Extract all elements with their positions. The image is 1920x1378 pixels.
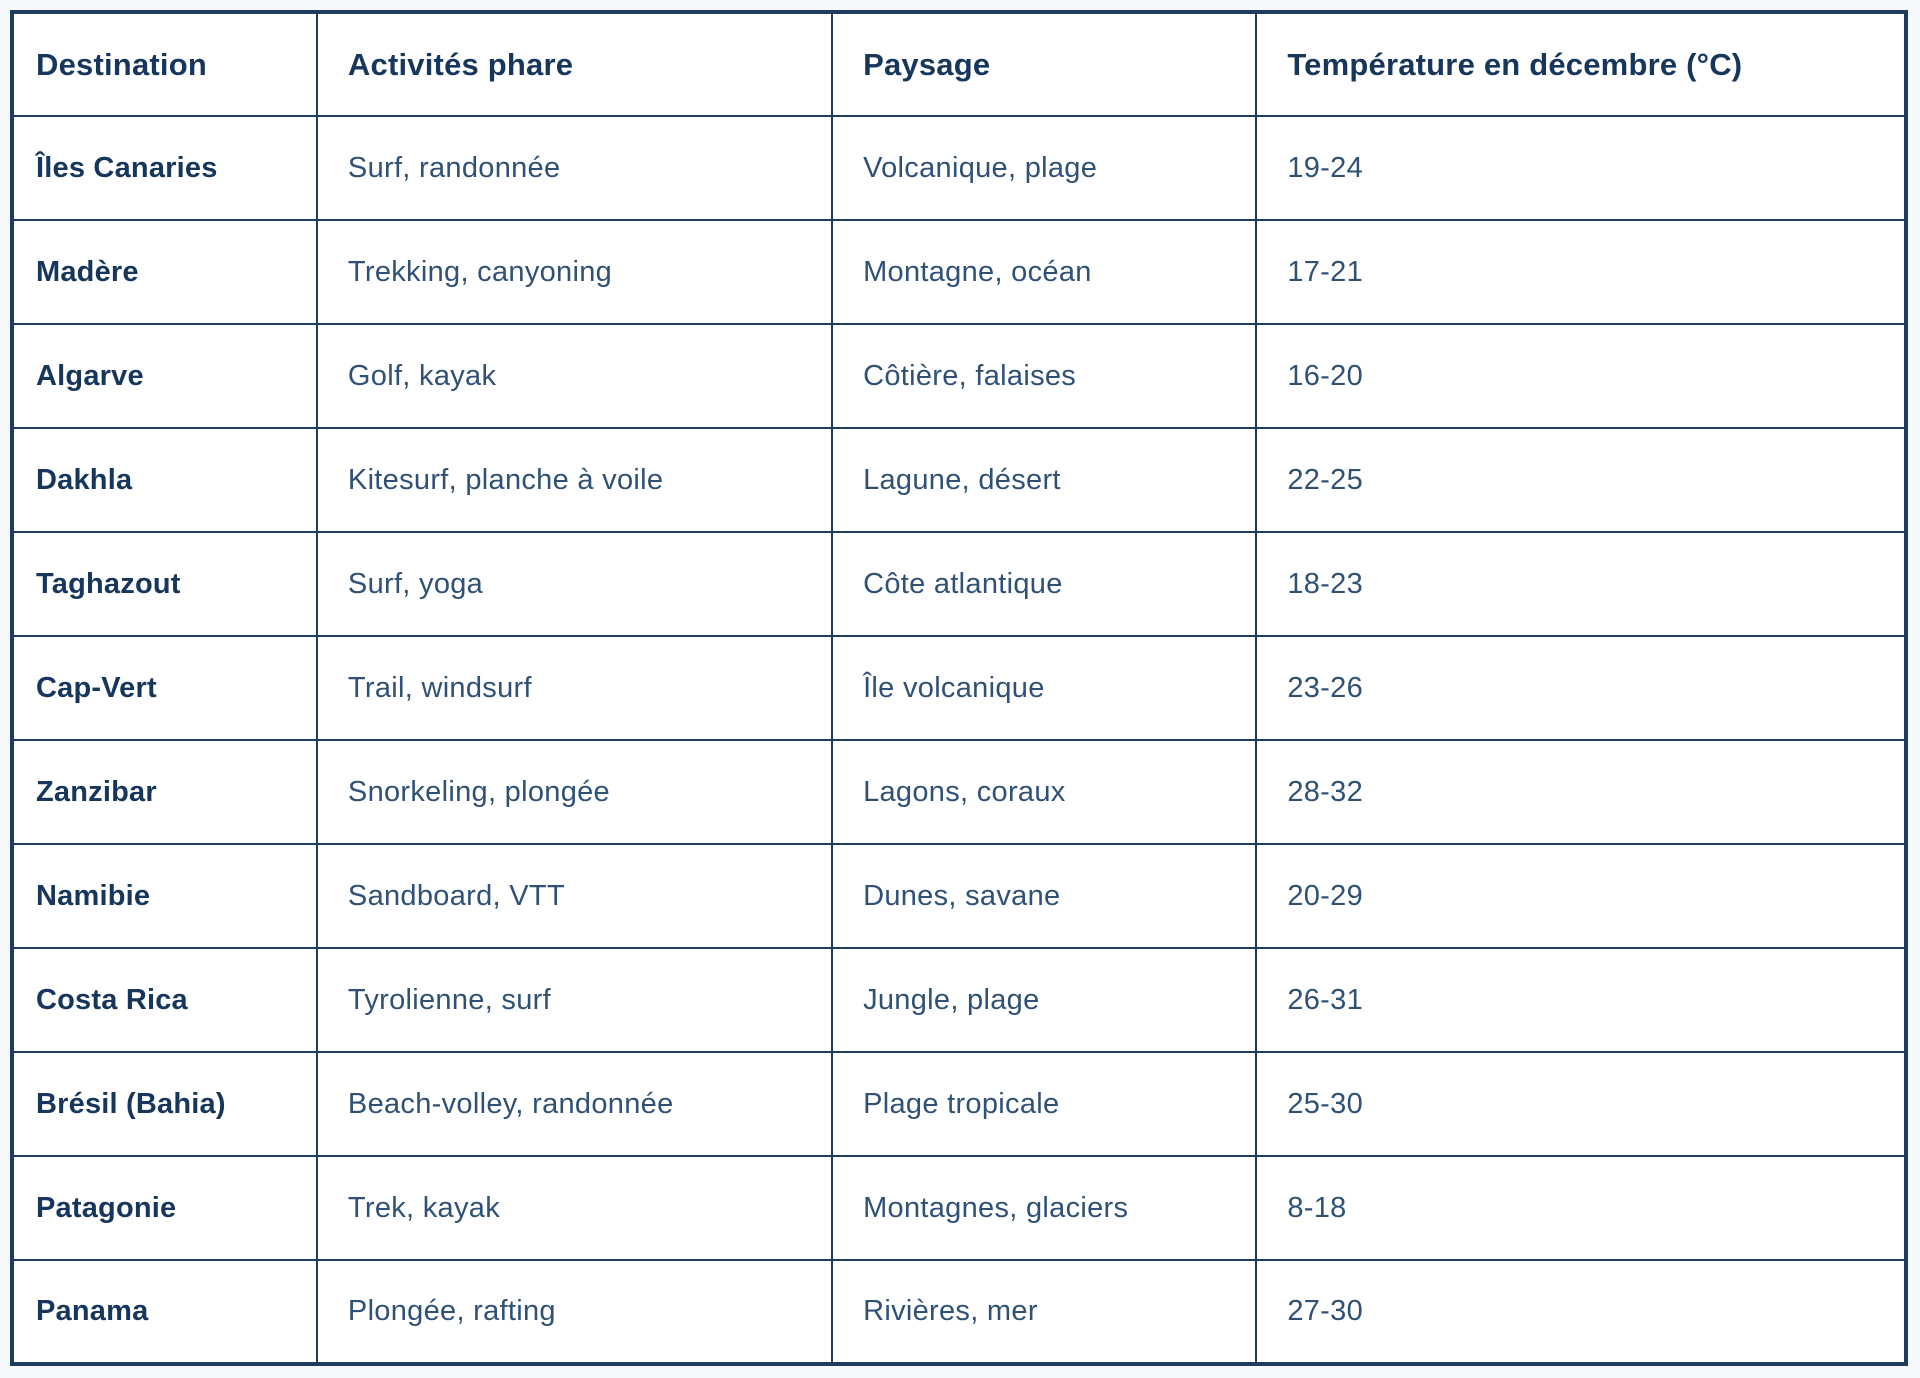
cell-destination: Taghazout bbox=[12, 532, 317, 636]
cell-paysage: Côte atlantique bbox=[832, 532, 1256, 636]
cell-paysage: Rivières, mer bbox=[832, 1260, 1256, 1364]
table-row bbox=[12, 948, 1906, 1052]
cell-activites: Trekking, canyoning bbox=[317, 220, 832, 324]
cell-paysage: Montagnes, glaciers bbox=[832, 1156, 1256, 1260]
cell-temperature: 19-24 bbox=[1256, 116, 1906, 220]
cell-destination: Panama bbox=[12, 1260, 317, 1364]
cell-paysage: Lagons, coraux bbox=[832, 740, 1256, 844]
cell-temperature: 22-25 bbox=[1256, 428, 1906, 532]
cell-temperature: 8-18 bbox=[1256, 1156, 1906, 1260]
table-row bbox=[12, 428, 1906, 532]
cell-temperature: 18-23 bbox=[1256, 532, 1906, 636]
cell-destination: Îles Canaries bbox=[12, 116, 317, 220]
cell-activites: Sandboard, VTT bbox=[317, 844, 832, 948]
cell-temperature: 20-29 bbox=[1256, 844, 1906, 948]
table-row bbox=[12, 532, 1906, 636]
cell-paysage: Île volcanique bbox=[832, 636, 1256, 740]
table-row bbox=[12, 636, 1906, 740]
table-row bbox=[12, 116, 1906, 220]
cell-paysage: Dunes, savane bbox=[832, 844, 1256, 948]
column-header-destination: Destination bbox=[12, 12, 317, 116]
cell-temperature: 28-32 bbox=[1256, 740, 1906, 844]
cell-destination: Zanzibar bbox=[12, 740, 317, 844]
cell-paysage: Plage tropicale bbox=[832, 1052, 1256, 1156]
cell-destination: Cap-Vert bbox=[12, 636, 317, 740]
cell-paysage: Montagne, océan bbox=[832, 220, 1256, 324]
cell-activites: Trek, kayak bbox=[317, 1156, 832, 1260]
cell-destination: Costa Rica bbox=[12, 948, 317, 1052]
column-header-temperature: Température en décembre (°C) bbox=[1256, 12, 1906, 116]
header-row bbox=[12, 12, 1906, 116]
cell-temperature: 23-26 bbox=[1256, 636, 1906, 740]
table-row bbox=[12, 1260, 1906, 1364]
table-row bbox=[12, 740, 1906, 844]
cell-temperature: 25-30 bbox=[1256, 1052, 1906, 1156]
cell-activites: Beach-volley, randonnée bbox=[317, 1052, 832, 1156]
cell-activites: Snorkeling, plongée bbox=[317, 740, 832, 844]
cell-temperature: 26-31 bbox=[1256, 948, 1906, 1052]
cell-paysage: Jungle, plage bbox=[832, 948, 1256, 1052]
cell-destination: Brésil (Bahia) bbox=[12, 1052, 317, 1156]
table-row bbox=[12, 324, 1906, 428]
cell-activites: Surf, randonnée bbox=[317, 116, 832, 220]
table-row bbox=[12, 844, 1906, 948]
cell-paysage: Volcanique, plage bbox=[832, 116, 1256, 220]
destinations-table bbox=[10, 10, 1908, 1366]
cell-destination: Madère bbox=[12, 220, 317, 324]
cell-paysage: Lagune, désert bbox=[832, 428, 1256, 532]
cell-temperature: 17-21 bbox=[1256, 220, 1906, 324]
column-header-paysage: Paysage bbox=[832, 12, 1256, 116]
cell-activites: Tyrolienne, surf bbox=[317, 948, 832, 1052]
cell-destination: Patagonie bbox=[12, 1156, 317, 1260]
cell-activites: Kitesurf, planche à voile bbox=[317, 428, 832, 532]
table-body bbox=[12, 116, 1906, 1364]
cell-temperature: 27-30 bbox=[1256, 1260, 1906, 1364]
cell-destination: Namibie bbox=[12, 844, 317, 948]
cell-temperature: 16-20 bbox=[1256, 324, 1906, 428]
cell-activites: Golf, kayak bbox=[317, 324, 832, 428]
table-row bbox=[12, 1052, 1906, 1156]
cell-destination: Dakhla bbox=[12, 428, 317, 532]
cell-paysage: Côtière, falaises bbox=[832, 324, 1256, 428]
table-row bbox=[12, 1156, 1906, 1260]
table-row bbox=[12, 220, 1906, 324]
cell-activites: Surf, yoga bbox=[317, 532, 832, 636]
column-header-activites: Activités phare bbox=[317, 12, 832, 116]
cell-activites: Plongée, rafting bbox=[317, 1260, 832, 1364]
cell-activites: Trail, windsurf bbox=[317, 636, 832, 740]
cell-destination: Algarve bbox=[12, 324, 317, 428]
